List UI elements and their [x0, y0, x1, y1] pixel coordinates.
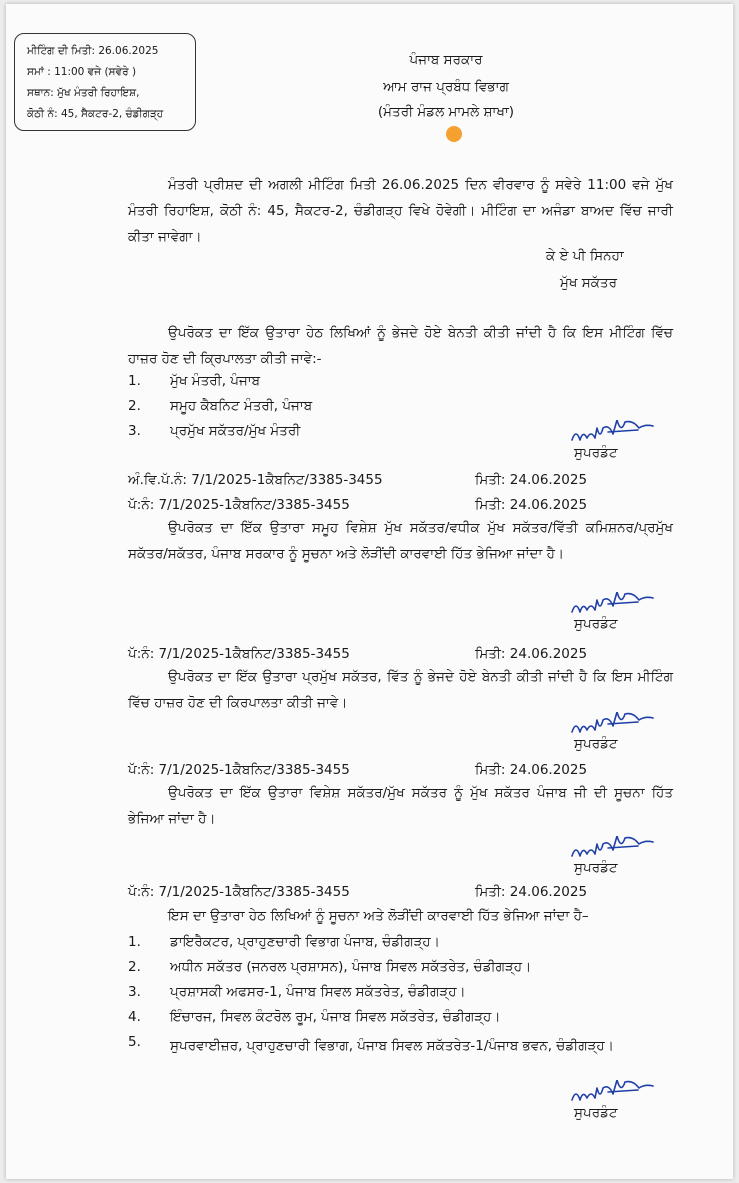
list-number: 4. [128, 1009, 141, 1025]
list-item: ਪ੍ਰਮੁੱਖ ਸਕੱਤਰ/ਮੁੱਖ ਮੰਤਰੀ [170, 423, 301, 439]
list-number: 1. [128, 934, 141, 950]
list-number: 3. [128, 423, 141, 439]
reference-number: ਪੱ:ਨੰ: 7/1/2025-1ਕੈਬਨਿਟ/3385-3455 [128, 762, 350, 778]
meeting-time: ਸਮਾਂ : 11:00 ਵਜੇ (ਸਵੇਰੇ ) [27, 66, 137, 78]
section5-sig-title: ਸੁਪਰਡੰਟ [574, 1105, 618, 1121]
reference-number: ਪੱ:ਨੰ: 7/1/2025-1ਕੈਬਨਿਟ/3385-3455 [128, 646, 350, 662]
reference-date: ਮਿਤੀ: 24.06.2025 [475, 884, 588, 900]
list-item: ਇੰਚਾਰਜ, ਸਿਵਲ ਕੰਟਰੋਲ ਰੂਮ, ਪੰਜਾਬ ਸਿਵਲ ਸਕੱਤਰੇਤ, ਚੰਡੀਗੜ੍ਹ। [170, 1009, 501, 1025]
section4-paragraph: ਉਪਰੋਕਤ ਦਾ ਇੱਕ ਉਤਾਰਾ ਵਿਸ਼ੇਸ਼ ਸਕੱਤਰ/ਮੁੱਖ ਸਕੱਤਰ ਨੂੰ ਮੁੱਖ ਸਕੱਤਰ ਪੰਜਾਬ ਜੀ ਦੀ ਸੂਚਨਾ ਹਿੱਤ ਭੇਜਿਆ ਜਾਂਦਾ ਹੈ। [128, 785, 673, 827]
section4-sig-title: ਸੁਪਰਡੰਟ [574, 860, 618, 876]
meeting-info-box [14, 33, 196, 131]
list-item: ਮੁੱਖ ਮੰਤਰੀ, ਪੰਜਾਬ [170, 373, 261, 389]
list-number: 2. [128, 959, 141, 975]
reference-date: ਮਿਤੀ: 24.06.2025 [475, 646, 588, 662]
header-department: ਆਮ ਰਾਜ ਪ੍ਰਬੰਧ ਵਿਭਾਗ [383, 79, 509, 95]
header-government: ਪੰਜਾਬ ਸਰਕਾਰ [409, 52, 483, 68]
meeting-date: ਮੀਟਿੰਗ ਦੀ ਮਿਤੀ: 26.06.2025 [27, 45, 159, 57]
header-branch: (ਮੰਤਰੀ ਮੰਡਲ ਮਾਮਲੇ ਸ਼ਾਖਾ) [377, 104, 515, 120]
section2-paragraph: ਉਪਰੋਕਤ ਦਾ ਇੱਕ ਉਤਾਰਾ ਸਮੂਹ ਵਿਸ਼ੇਸ਼ ਮੁੱਖ ਸਕੱਤਰ/ਵਧੀਕ ਮੁੱਖ ਸਕੱਤਰ/ਵਿੱਤੀ ਕਮਿਸ਼ਨਰ/ਪ੍ਰਮੁੱਖ ਸਕੱਤਰ/ਸਕੱਤਰ, ਪੰਜਾਬ ਸਰਕਾਰ ਨੂੰ ਸੂਚਨਾ ਅਤੇ ਲੋੜੀਂਦੀ ਕਾਰਵਾਈ ਹਿੱਤ ਭੇਜਿਆ ਜਾਂਦਾ ਹੈ। [128, 520, 673, 562]
reference-number: ਅੰ.ਵਿ.ਪੱ.ਨੰ: 7/1/2025-1ਕੈਬਨਿਟ/3385-3455 [128, 472, 383, 488]
reference-date: ਮਿਤੀ: 24.06.2025 [475, 762, 588, 778]
list-number: 5. [128, 1034, 141, 1050]
list-item: ਪ੍ਰਸ਼ਾਸਕੀ ਅਫਸਰ-1, ਪੰਜਾਬ ਸਿਵਲ ਸਕੱਤਰੇਤ, ਚੰਡੀਗੜ੍ਹ। [170, 984, 466, 1000]
reference-date: ਮਿਤੀ: 24.06.2025 [475, 497, 588, 513]
reference-date: ਮਿਤੀ: 24.06.2025 [475, 472, 588, 488]
section1-sig-title: ਸੁਪਰਡੰਟ [574, 445, 618, 461]
list-item: ਸੁਪਰਵਾਈਜ਼ਰ, ਪ੍ਰਾਹੁਣਚਾਰੀ ਵਿਭਾਗ, ਪੰਜਾਬ ਸਿਵਲ ਸਕੱਤਰੇਤ-1/ਪੰਜਾਬ ਭਵਨ, ਚੰਡੀਗੜ੍ਹ। [170, 1038, 614, 1054]
section5-paragraph: ਇਸ ਦਾ ਉਤਾਰਾ ਹੇਠ ਲਿਖਿਆਂ ਨੂੰ ਸੂਚਨਾ ਅਤੇ ਲੋੜੀਂਦੀ ਕਾਰਵਾਈ ਹਿੱਤ ਭੇਜਿਆ ਜਾਂਦਾ ਹੈ– [168, 908, 589, 924]
list-item: ਅਧੀਨ ਸਕੱਤਰ (ਜਨਰਲ ਪ੍ਰਸ਼ਾਸਨ), ਪੰਜਾਬ ਸਿਵਲ ਸਕੱਤਰੇਤ, ਚੰਡੀਗੜ੍ਹ। [170, 959, 532, 975]
reference-number: ਪੱ:ਨੰ: 7/1/2025-1ਕੈਬਨਿਟ/3385-3455 [128, 884, 350, 900]
section3-sig-title: ਸੁਪਰਡੰਟ [574, 736, 618, 752]
signatory-name: ਕੇ ਏ ਪੀ ਸਿਨਹਾ [546, 248, 624, 264]
section2-sig-title: ਸੁਪਰਡੰਟ [574, 616, 618, 632]
section3-paragraph: ਉਪਰੋਕਤ ਦਾ ਇੱਕ ਉਤਾਰਾ ਪ੍ਰਮੁੱਖ ਸਕੱਤਰ, ਵਿੱਤ ਨੂੰ ਭੇਜਦੇ ਹੋਏ ਬੇਨਤੀ ਕੀਤੀ ਜਾਂਦੀ ਹੈ ਕਿ ਇਸ ਮੀਟਿੰਗ ਵਿੱਚ ਹਾਜ਼ਰ ਹੋਣ ਦੀ ਕਿਰਪਾਲਤਾ ਕੀਤੀ ਜਾਵੇ। [128, 669, 673, 711]
list-number: 3. [128, 984, 141, 1000]
list-number: 2. [128, 398, 141, 414]
list-item: ਡਾਇਰੈਕਟਰ, ਪ੍ਰਾਹੁਣਚਾਰੀ ਵਿਭਾਗ ਪੰਜਾਬ, ਚੰਡੀਗੜ੍ਹ। [170, 934, 440, 950]
notice-paragraph: ਮੰਤਰੀ ਪ੍ਰੀਸ਼ਦ ਦੀ ਅਗਲੀ ਮੀਟਿੰਗ ਮਿਤੀ 26.06.2025 ਦਿਨ ਵੀਰਵਾਰ ਨੂੰ ਸਵੇਰੇ 11:00 ਵਜੇ ਮੁੱਖ ਮੰਤਰੀ ਰਿਹਾਇਸ਼, ਕੋਠੀ ਨੰ: 45, ਸੈਕਟਰ-2, ਚੰਡੀਗੜ੍ਹ ਵਿਖੇ ਹੋਵੇਗੀ। ਮੀਟਿੰਗ ਦਾ ਅਜੰਡਾ ਬਾਅਦ ਵਿੱਚ ਜਾਰੀ ਕੀਤਾ ਜਾਵੇਗਾ। [128, 177, 673, 245]
list-item: ਸਮੂਹ ਕੈਬਨਿਟ ਮੰਤਰੀ, ਪੰਜਾਬ [170, 398, 313, 414]
meeting-place-line1: ਸਥਾਨ: ਮੁੱਖ ਮੰਤਰੀ ਰਿਹਾਇਸ਼, [27, 87, 140, 99]
orange-dot-mark [446, 126, 462, 142]
reference-number: ਪੱ:ਨੰ: 7/1/2025-1ਕੈਬਨਿਟ/3385-3455 [128, 497, 350, 513]
section1-paragraph: ਉਪਰੋਕਤ ਦਾ ਇੱਕ ਉਤਾਰਾ ਹੇਠ ਲਿਖਿਆਂ ਨੂੰ ਭੇਜਦੇ ਹੋਏ ਬੇਨਤੀ ਕੀਤੀ ਜਾਂਦੀ ਹੈ ਕਿ ਇਸ ਮੀਟਿੰਗ ਵਿੱਚ ਹਾਜ਼ਰ ਹੋਣ ਦੀ ਕ੍ਰਿਪਾਲਤਾ ਕੀਤੀ ਜਾਵੇ:- [128, 325, 673, 367]
meeting-place-line2: ਕੋਠੀ ਨੰ: 45, ਸੈਕਟਰ-2, ਚੰਡੀਗੜ੍ਹ [27, 108, 164, 120]
signatory-title: ਮੁੱਖ ਸਕੱਤਰ [560, 275, 617, 291]
list-number: 1. [128, 373, 141, 389]
